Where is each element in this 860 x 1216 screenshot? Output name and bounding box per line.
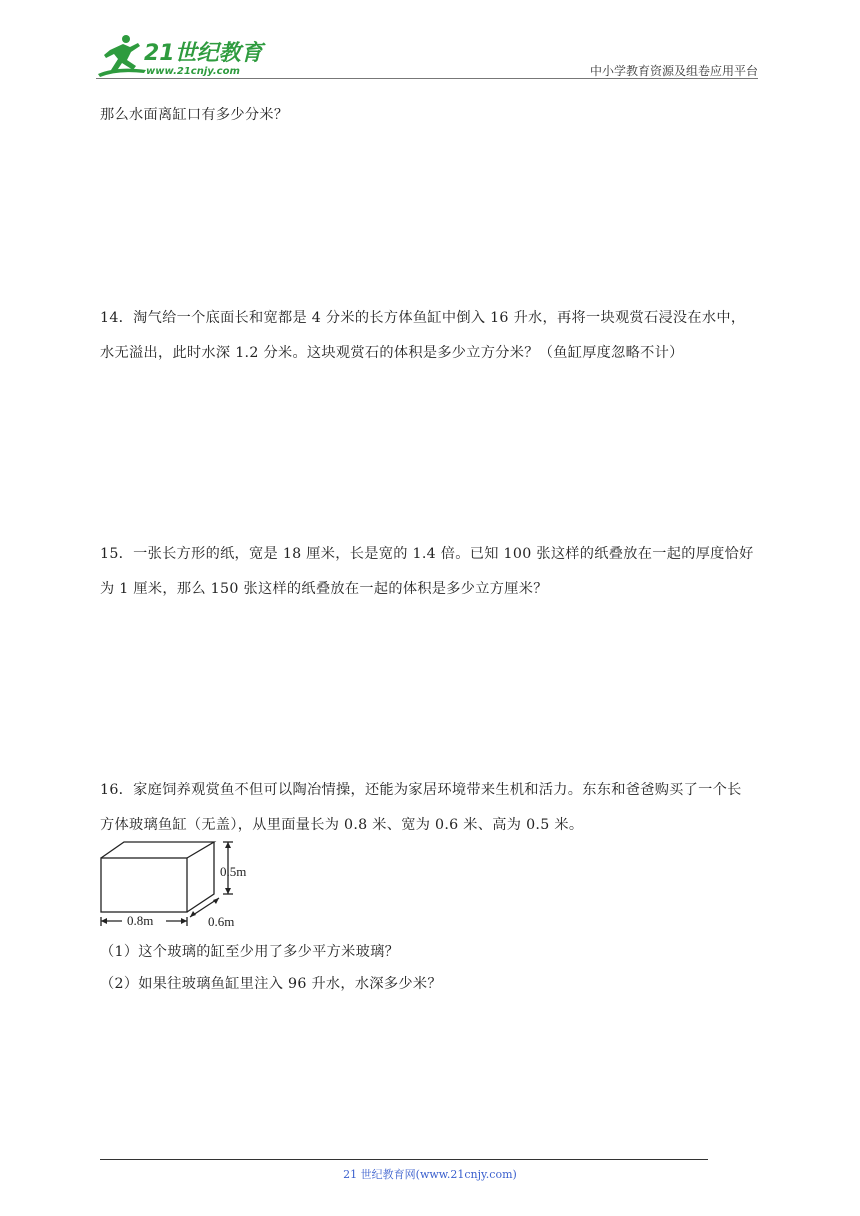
q15-line-1: 15．一张长方形的纸，宽是 18 厘米，长是宽的 1.4 倍。已知 100 张这样的纸叠放在一起的厚度恰好 [100,546,754,562]
q13-tail-text: 那么水面离缸口有多少分米？ [100,107,289,123]
length-label: 0.8m [127,913,154,928]
q14-line-2: 水无溢出，此时水深 1.2 分米。这块观赏石的体积是多少立方分米？（鱼缸厚度忽略不计） [100,345,684,361]
header-divider [96,78,758,79]
question-16-subquestions [100,936,768,1000]
q16-sub-2: （2）如果往玻璃鱼缸里注入 96 升水，水深多少米？ [100,976,442,992]
q16-line-1: 16．家庭饲养观赏鱼不但可以陶冶情操，还能为家居环境带来生机和活力。东东和爸爸购买了一个长 [100,782,742,798]
logo-text: 21世纪教育 [144,41,263,66]
width-label: 0.6m [208,914,235,929]
footer-link[interactable]: 21 世纪教育网(www.21cnjy.com) [343,1168,517,1181]
q16-sub-1: （1）这个玻璃的缸至少用了多少平方米玻璃？ [100,944,400,960]
question-15 [100,537,768,607]
tank-figure [96,836,268,932]
q16-line-2: 方体玻璃鱼缸（无盖），从里面量长为 0.8 米、宽为 0.6 米、高为 0.5 米。 [100,817,584,833]
question-16 [100,773,768,843]
page-header [96,30,758,80]
q15-line-2: 为 1 厘米，那么 150 张这样的纸叠放在一起的体积是多少立方厘米？ [100,581,548,597]
logo-21cnjy [96,30,266,80]
footer-divider [100,1159,708,1160]
question-14 [100,301,768,371]
runner-icon [98,35,146,77]
height-label: 0.5m [220,864,247,879]
q14-line-1: 14．淘气给一个底面长和宽都是 4 分米的长方体鱼缸中倒入 16 升水，再将一块观赏石浸没在水中， [100,310,746,326]
header-platform-text: 中小学教育资源及组卷应用平台 [589,64,758,78]
logo-url: www.21cnjy.com [146,66,240,77]
